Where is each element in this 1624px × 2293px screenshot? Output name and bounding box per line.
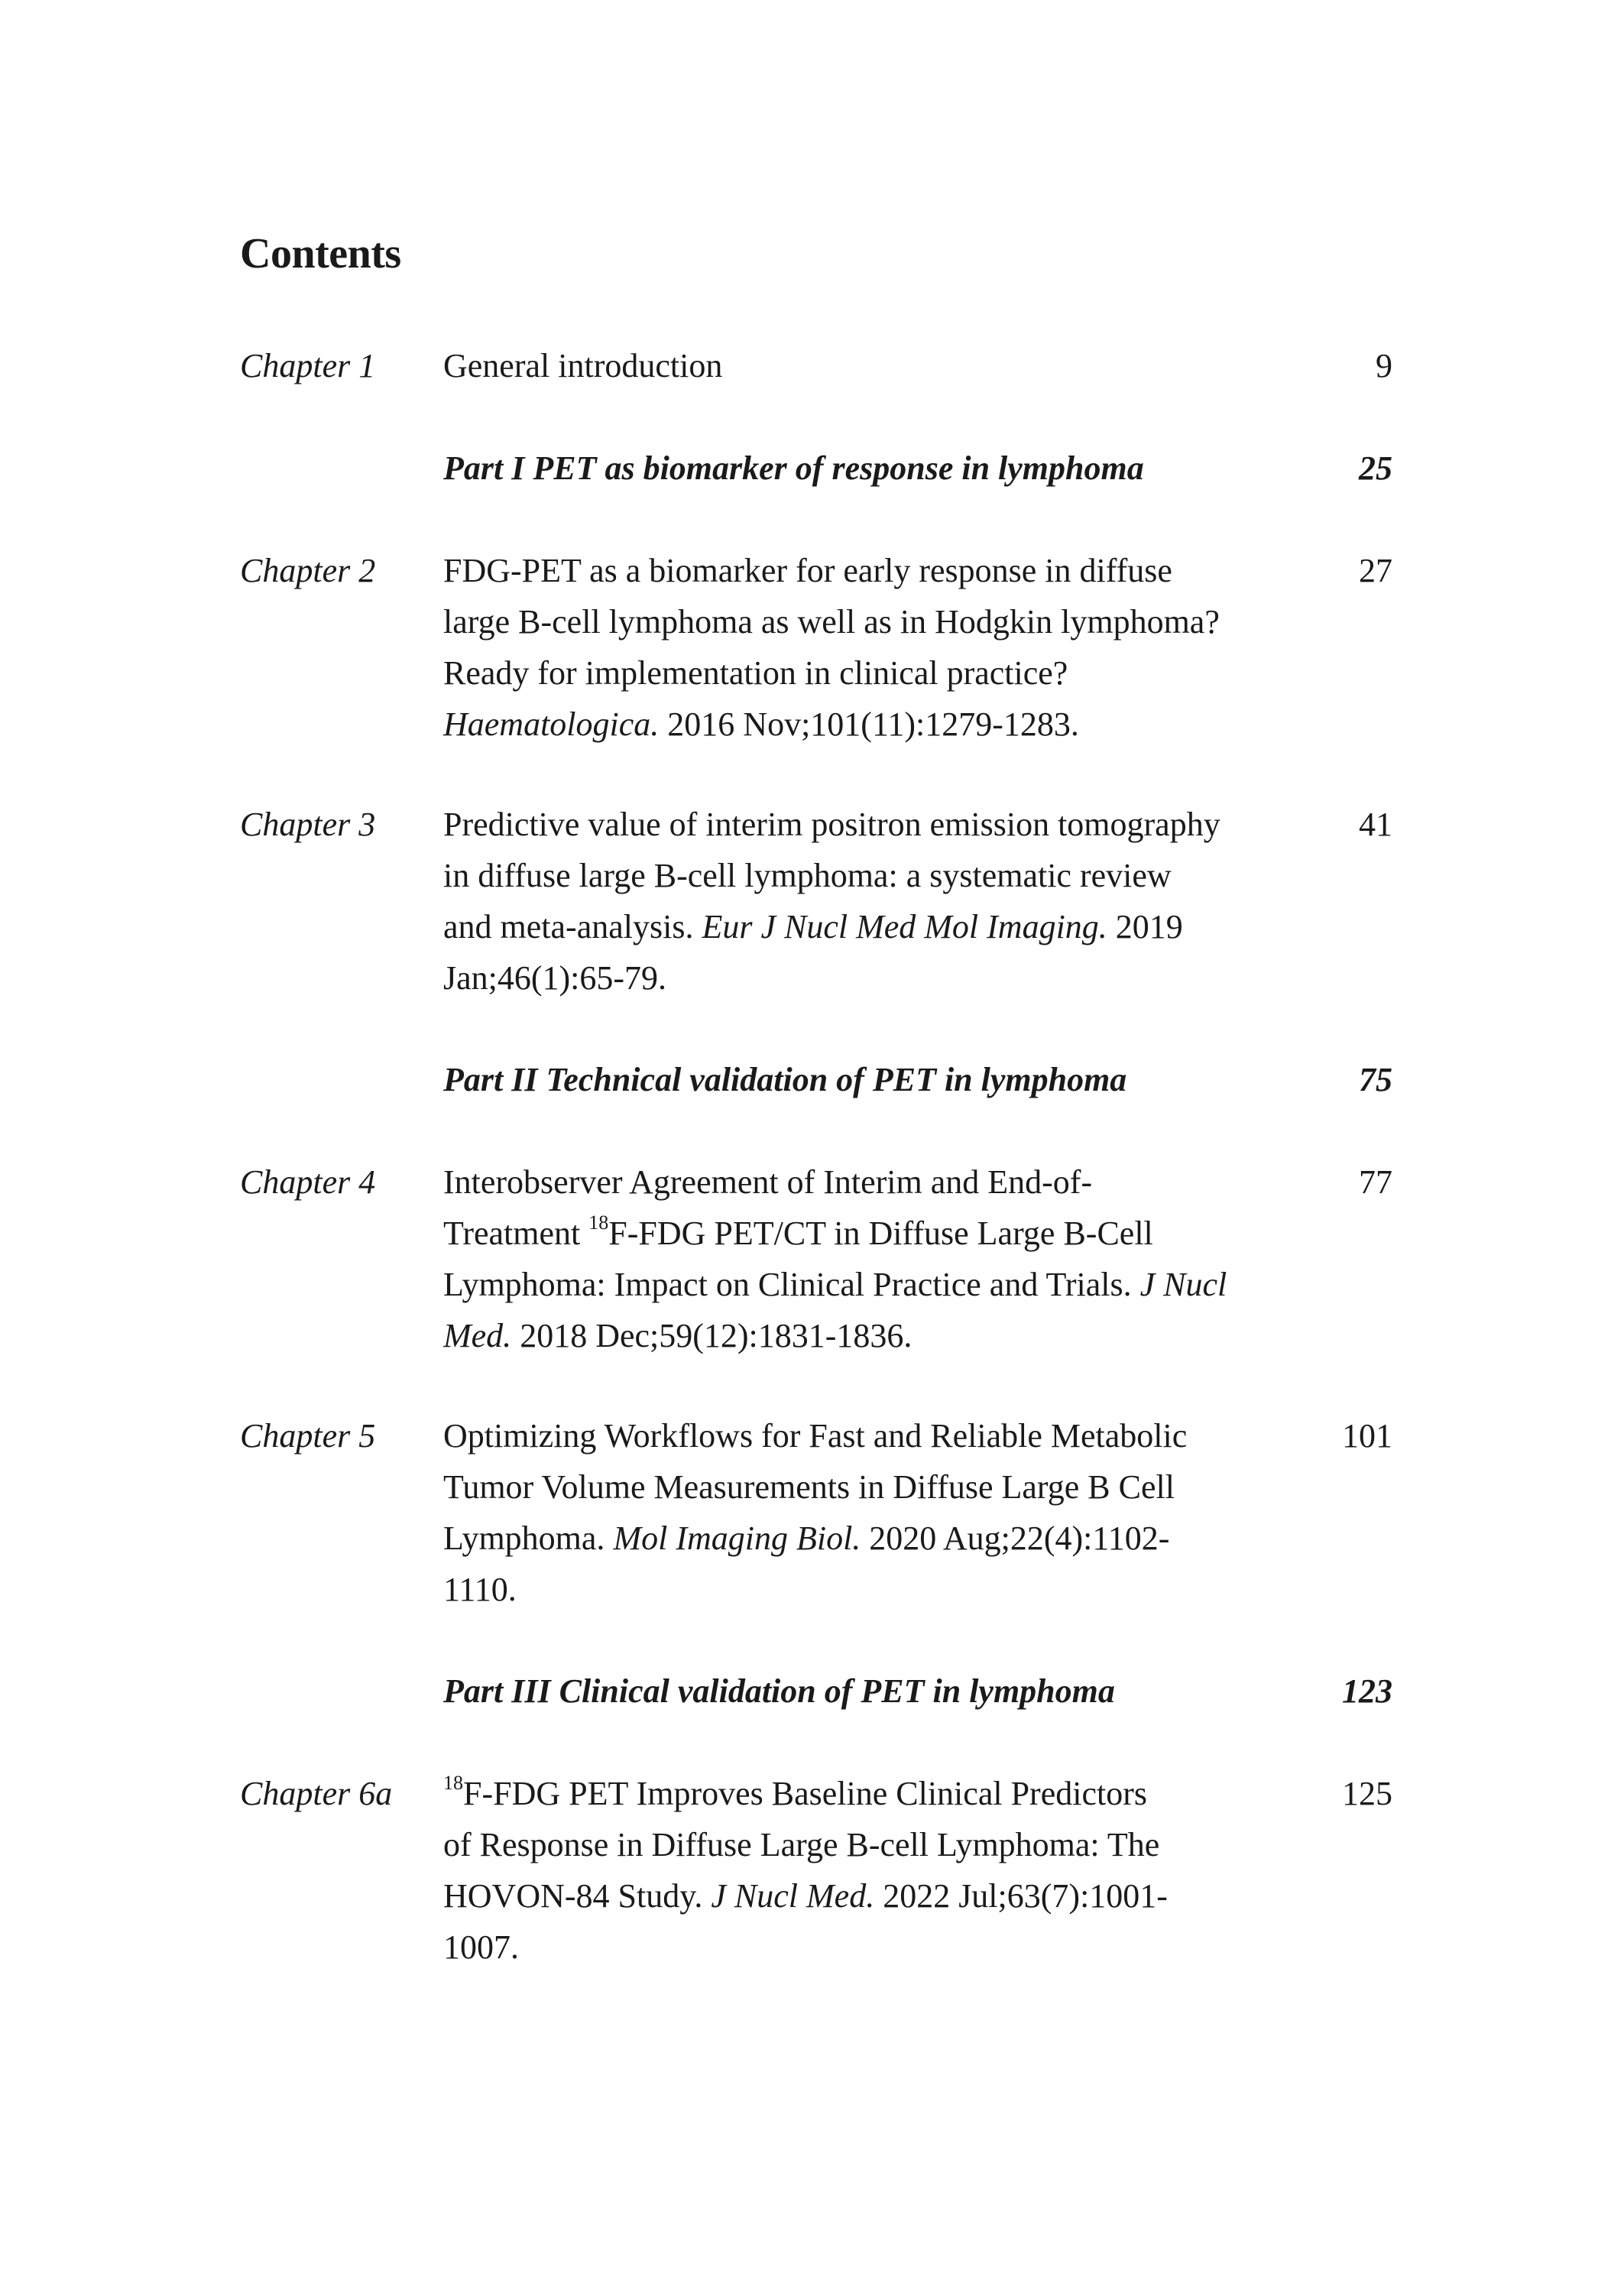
- chapter-title: General introduction: [443, 347, 723, 384]
- journal-name: J Nucl Med.: [711, 1877, 875, 1915]
- journal-name: Mol Imaging Biol.: [613, 1519, 861, 1557]
- chapter-title: Optimizing Workflows for Fast and Reliable Metabolic Tumor Volume Measurements in Diffuse Large B Cell Lymphoma. Mol Imaging Biol. 2020 Aug;22(4):1102- 1110.: [443, 1417, 1188, 1608]
- page-number: 125: [1342, 1775, 1392, 1812]
- page-number: 77: [1359, 1163, 1392, 1201]
- chapter-label: Chapter 6a: [240, 1775, 393, 1812]
- page-number: 75: [1359, 1061, 1392, 1098]
- chapter-label: Chapter 2: [240, 552, 376, 589]
- journal-name: Haematologica.: [443, 705, 660, 743]
- journal-name: Eur J Nucl Med Mol Imaging.: [702, 908, 1107, 945]
- page-number: 123: [1342, 1672, 1392, 1710]
- chapter-label: Chapter 4: [240, 1163, 376, 1201]
- part-title: Part I PET as biomarker of response in lymphoma: [443, 449, 1144, 487]
- page-title: Contents: [240, 230, 401, 277]
- part-title: Part III Clinical validation of PET in lymphoma: [443, 1672, 1115, 1710]
- chapter-title: Interobserver Agreement of Interim and End-of- Treatment $^{18}$F-FDG PET/CT in Diffuse Large B-Cell Lymphoma: Impact on Clinical Practice and Trials. J Nucl Med. 2018 Dec;59(12):1831-1836.: [443, 1163, 1227, 1354]
- page-number: 101: [1342, 1417, 1392, 1455]
- journal-name-continued: Med.: [443, 1317, 512, 1354]
- journal-name: J Nucl: [1139, 1266, 1227, 1303]
- chapter-title: Predictive value of interim positron emission tomography in diffuse large B-cell lymphoma: a systematic review and meta-analysis. Eur J Nucl Med Mol Imaging. 2019 Jan;46(1):65-79.: [443, 806, 1220, 997]
- page-number: 41: [1359, 806, 1392, 843]
- page-number: 9: [1376, 347, 1392, 384]
- chapter-label: Chapter 1: [240, 347, 376, 384]
- chapter-title: FDG-PET as a biomarker for early response in diffuse large B-cell lymphoma as well as in Hodgkin lymphoma? Ready for implementation in clinical practice? Haematologica. 2016 Nov;101(11):1279-1283.: [443, 552, 1220, 743]
- page-number: 27: [1359, 552, 1392, 589]
- part-title: Part II Technical validation of PET in lymphoma: [443, 1061, 1127, 1098]
- chapter-title: $^{18}$F-FDG PET Improves Baseline Clinical Predictors of Response in Diffuse Large B-cell Lymphoma: The HOVON-84 Study. J Nucl Med. 2022 Jul;63(7):1001- 1007.: [443, 1772, 1168, 1966]
- chapter-label: Chapter 5: [240, 1417, 376, 1455]
- page-number: 25: [1359, 449, 1392, 487]
- chapter-label: Chapter 3: [240, 806, 376, 843]
